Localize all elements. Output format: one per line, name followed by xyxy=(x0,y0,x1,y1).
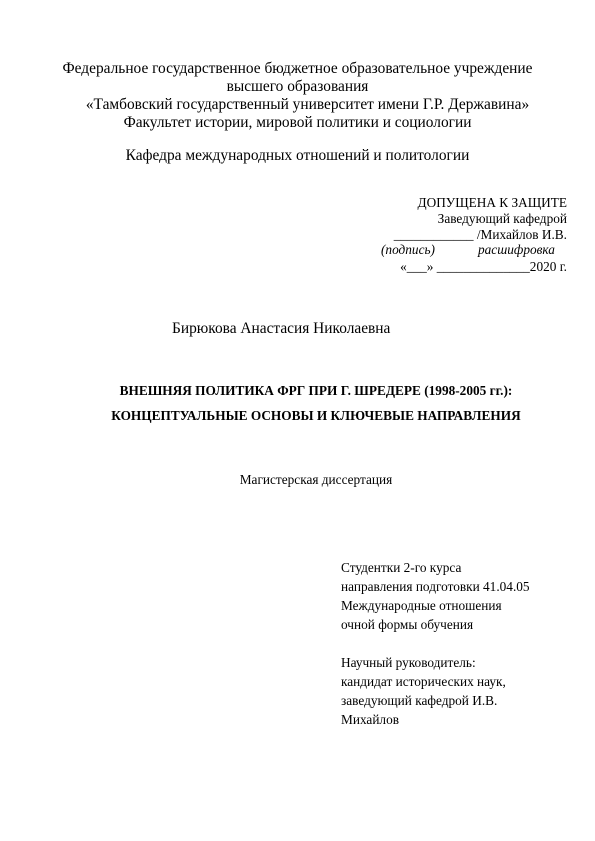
thesis-title-line-2: КОНЦЕПТУАЛЬНЫЕ ОСНОВЫ И КЛЮЧЕВЫЕ НАПРАВЛЕНИЯ xyxy=(111,408,521,423)
approval-date-line: «___» ______________2020 г. xyxy=(400,259,567,274)
student-course: Студентки 2-го курса xyxy=(341,560,462,575)
supervisor-name: Михайлов xyxy=(341,712,399,727)
approval-signature-line: ____________ /Михайлов И.В. xyxy=(393,227,567,242)
student-program-name: Международные отношения xyxy=(341,598,502,613)
supervisor-label: Научный руководитель: xyxy=(341,655,476,670)
document-type: Магистерская диссертация xyxy=(239,472,393,487)
student-program-code: направления подготовки 41.04.05 xyxy=(341,579,530,594)
institution-name: Федеральное государственное бюджетное образовательное учреждение xyxy=(62,60,533,77)
department-name: Кафедра международных отношений и политологии xyxy=(125,147,470,164)
approval-status: ДОПУЩЕНА К ЗАЩИТЕ xyxy=(417,195,567,210)
signature-hint: (подпись) xyxy=(381,242,435,257)
supervisor-degree: кандидат исторических наук, xyxy=(341,674,506,689)
supervisor-position: заведующий кафедрой И.В. xyxy=(341,693,498,708)
student-study-form: очной формы обучения xyxy=(341,617,474,632)
author-name: Бирюкова Анастасия Николаевна xyxy=(172,320,391,337)
education-level: высшего образования xyxy=(226,78,369,95)
decode-hint: расшифровка xyxy=(478,242,555,257)
faculty-name: Факультет истории, мировой политики и социологии xyxy=(123,114,472,131)
thesis-title-line-1: ВНЕШНЯЯ ПОЛИТИКА ФРГ ПРИ Г. ШРЕДЕРЕ (1998-2005 гг.): xyxy=(119,383,513,398)
university-name: «Тамбовский государственный университет имени Г.Р. Державина» xyxy=(85,96,530,113)
approval-position: Заведующий кафедрой xyxy=(437,211,567,226)
